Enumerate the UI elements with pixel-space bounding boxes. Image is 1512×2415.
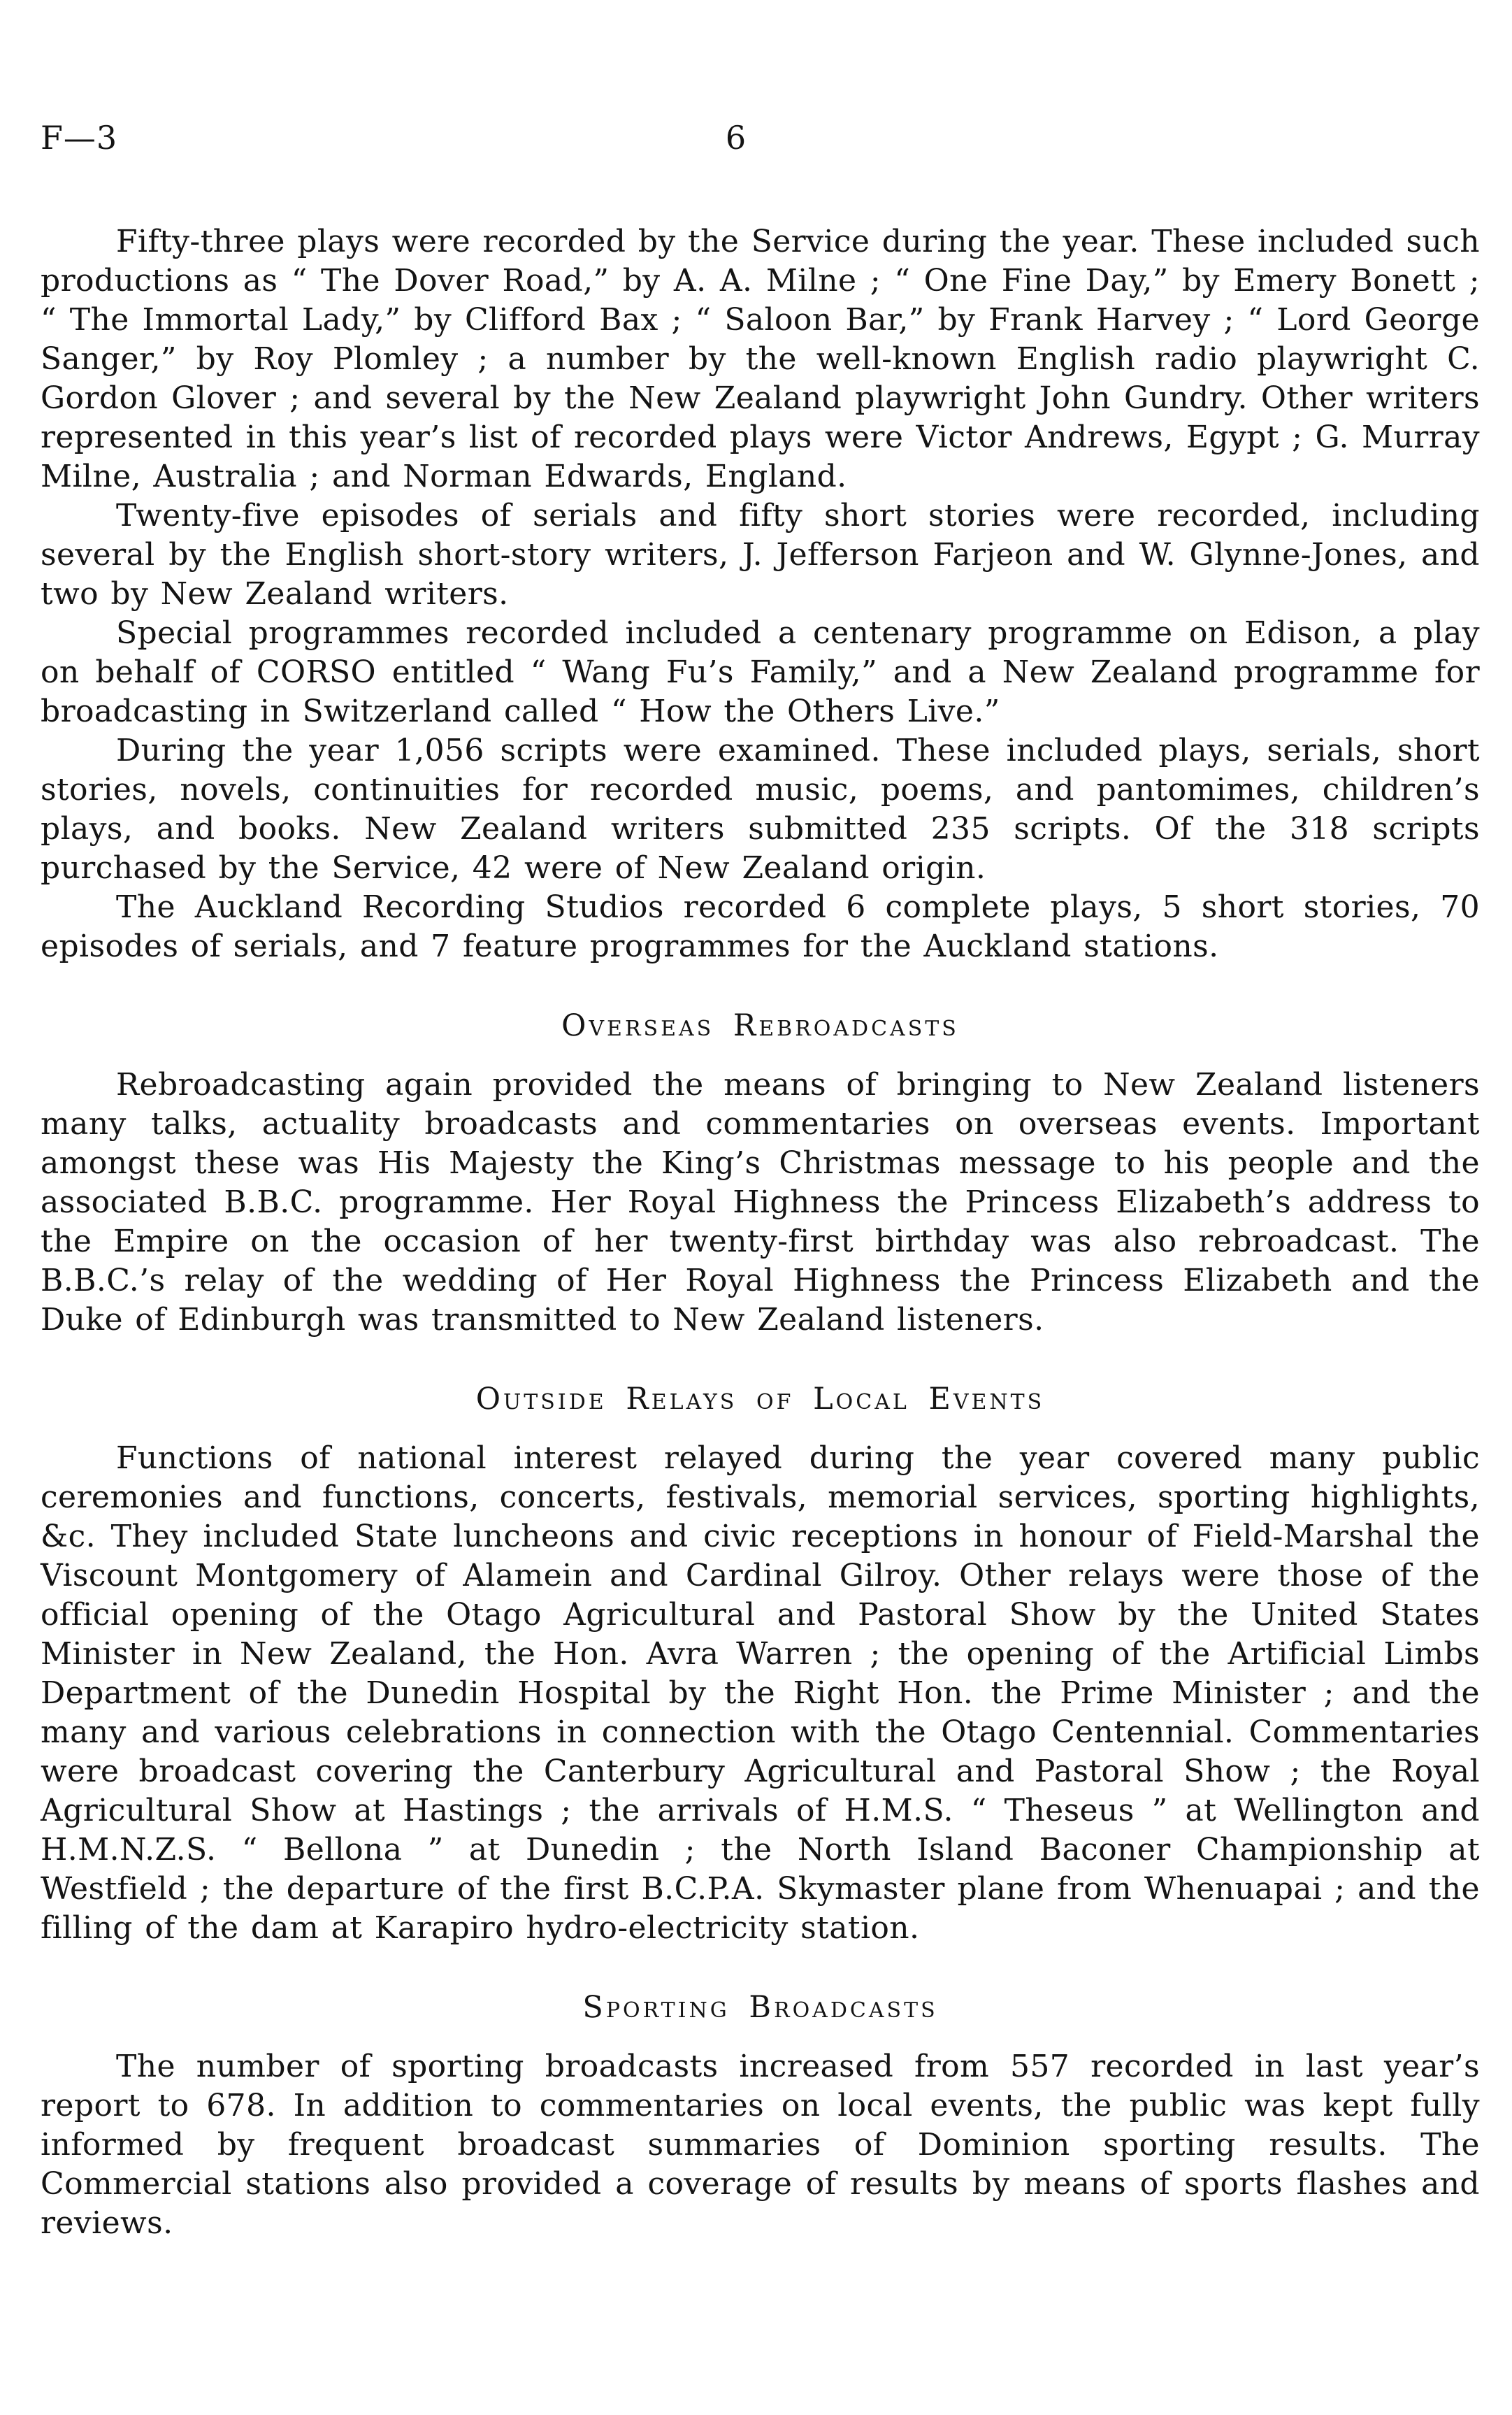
paragraph-rebroadcasting: Rebroadcasting again provided the means of bringing to New Zealand listeners many talks, actuality broadcasts and commentaries on overseas events. Important amongst these was His Majesty the King’s Christmas message to his people and the associated B.B.C. programme. Her Royal Highness the Princess Elizabeth’s address to the Empire on the occasion of her twenty-first birthday was also rebroadcast. The B.B.C.’s relay of the wedding of Her Royal Highness the Princess Elizabeth and the Duke of Edinburgh was transmitted to New Zealand listeners. xyxy=(41,1067,1480,1338)
page-header xyxy=(41,117,1480,158)
section-heading-overseas-rebroadcasts: Overseas Rebroadcasts xyxy=(561,1008,959,1043)
section-heading-sporting-broadcasts: Sporting Broadcasts xyxy=(582,1990,938,2025)
paragraph-serials-short-stories: Twenty-five episodes of serials and fifty short stories were recorded, including several by the English short-story writers, J. Jefferson Farjeon and W. Glynne-Jones, and two by New Zealand writers. xyxy=(41,498,1480,612)
page-content xyxy=(41,222,1480,2243)
paragraph-special-programmes: Special programmes recorded included a centenary programme on Edison, a play on behalf of CORSO entitled “ Wang Fu’s Family,” and a New Zealand programme for broadcasting in Switzerland called “ How the Others Live.” xyxy=(41,615,1480,729)
paragraph-sporting-broadcasts: The number of sporting broadcasts increased from 557 recorded in last year’s report to 678. In addition to commentaries on local events, the public was kept fully informed by frequent broadcast summaries of Dominion sporting results. The Commercial stations also provided a coverage of results by means of sports flashes and reviews. xyxy=(41,2049,1480,2241)
paragraph-plays-recorded: Fifty-three plays were recorded by the Service during the year. These included such productions as “ The Dover Road,” by A. A. Milne ; “ One Fine Day,” by Emery Bonett ; “ The Immortal Lady,” by Clifford Bax ; “ Saloon Bar,” by Frank Harvey ; “ Lord George Sanger,” by Roy Plomley ; a number by the well-known English radio playwright C. Gordon Glover ; and several by the New Zealand playwright John Gundry. Other writers represented in this year’s list of recorded plays were Victor Andrews, Egypt ; G. Murray Milne, Australia ; and Norman Edwards, England. xyxy=(41,224,1480,494)
page-number: 6 xyxy=(725,119,747,157)
section-heading-outside-relays: Outside Relays of Local Events xyxy=(475,1382,1045,1417)
paragraph-outside-relays: Functions of national interest relayed during the year covered many public ceremonies and functions, concerts, festivals, memorial services, sporting highlights, &c. They included State luncheons and civic receptions in honour of Field-Marshal the Viscount Montgomery of Alamein and Cardinal Gilroy. Other relays were those of the official opening of the Otago Agricultural and Pastoral Show by the United States Minister in New Zealand, the Hon. Avra Warren ; the opening of the Artificial Limbs Department of the Dunedin Hospital by the Right Hon. the Prime Minister ; and the many and various celebrations in connection with the Otago Centennial. Commentaries were broadcast covering the Canterbury Agricultural and Pastoral Show ; the Royal Agricultural Show at Hastings ; the arrivals of H.M.S. “ Theseus ” at Wellington and H.M.N.Z.S. “ Bellona ” at Dunedin ; the North Island Baconer Championship at Westfield ; the departure of the first B.C.P.A. Skymaster plane from Whenuapai ; and the filling of the dam at Karapiro hydro-electricity station. xyxy=(41,1440,1480,1946)
paragraph-scripts-examined: During the year 1,056 scripts were examined. These included plays, serials, short stories, novels, continuities for recorded music, poems, and pantomimes, children’s plays, and books. New Zealand writers submitted 235 scripts. Of the 318 scripts purchased by the Service, 42 were of New Zealand origin. xyxy=(41,733,1480,886)
paragraph-auckland-studios: The Auckland Recording Studios recorded 6 complete plays, 5 short stories, 70 episodes of serials, and 7 feature programmes for the Auckland stations. xyxy=(41,889,1480,964)
document-reference: F—3 xyxy=(41,119,118,157)
